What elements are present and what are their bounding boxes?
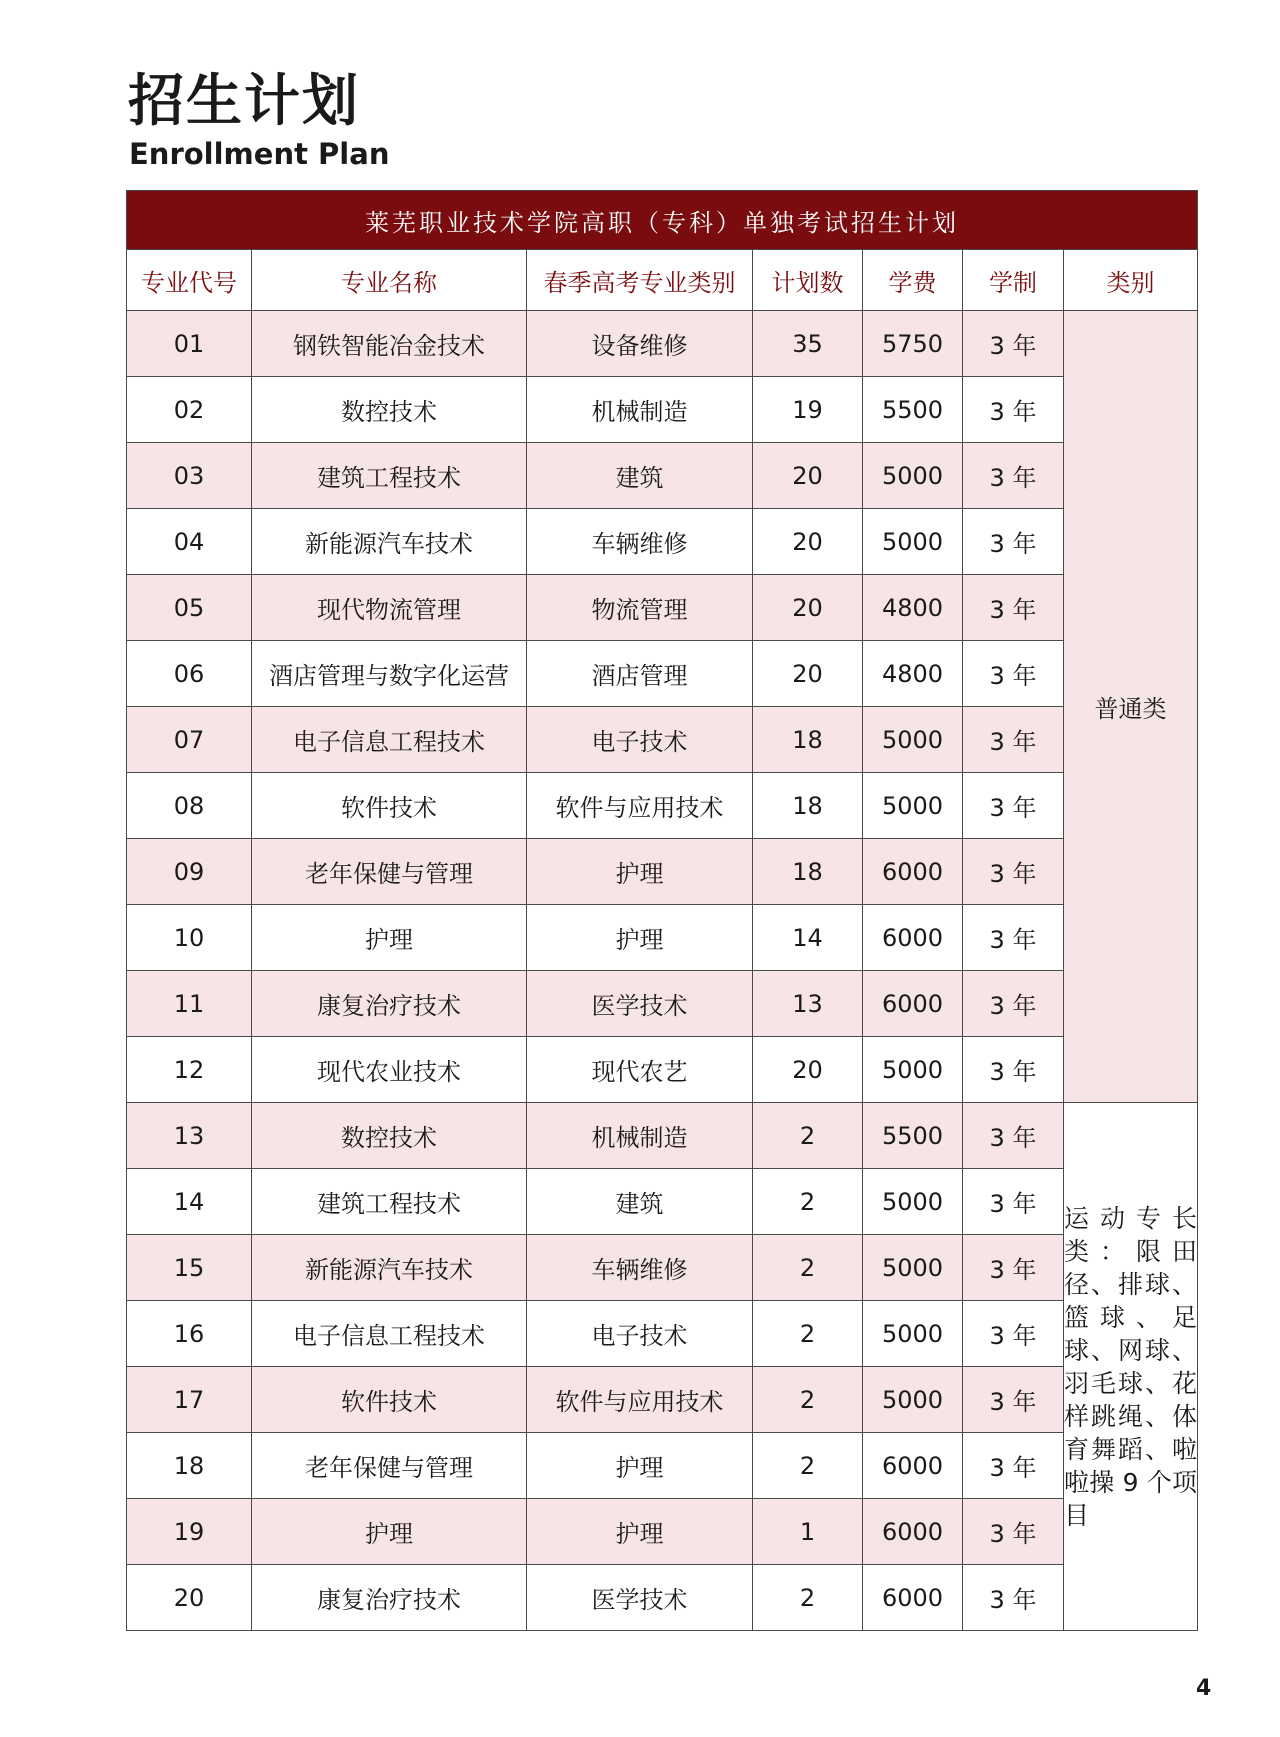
cell-major: 钢铁智能冶金技术: [252, 311, 527, 377]
cell-code: 08: [127, 773, 252, 839]
cell-duration: 3 年: [963, 707, 1064, 773]
cell-exam-category: 软件与应用技术: [527, 1367, 753, 1433]
cell-exam-category: 护理: [527, 1499, 753, 1565]
cell-tuition: 5000: [863, 443, 963, 509]
table-row: [127, 509, 1198, 575]
cell-exam-category: 建筑: [527, 443, 753, 509]
cell-plan-count: 18: [753, 839, 863, 905]
cell-major: 电子信息工程技术: [252, 707, 527, 773]
cell-tuition: 6000: [863, 1499, 963, 1565]
cell-duration: 3 年: [963, 1301, 1064, 1367]
table-row: [127, 1103, 1198, 1169]
cell-exam-category: 电子技术: [527, 1301, 753, 1367]
table-body: [127, 311, 1198, 1631]
table-row: [127, 443, 1198, 509]
cell-plan-count: 1: [753, 1499, 863, 1565]
cell-code: 19: [127, 1499, 252, 1565]
cell-code: 07: [127, 707, 252, 773]
cell-duration: 3 年: [963, 575, 1064, 641]
cell-code: 15: [127, 1235, 252, 1301]
table-row: [127, 1565, 1198, 1631]
cell-major: 康复治疗技术: [252, 1565, 527, 1631]
column-header-major: 专业名称: [252, 250, 527, 311]
cell-exam-category: 车辆维修: [527, 509, 753, 575]
cell-code: 03: [127, 443, 252, 509]
cell-tuition: 6000: [863, 1565, 963, 1631]
cell-exam-category: 护理: [527, 839, 753, 905]
table-row: [127, 773, 1198, 839]
cell-code: 06: [127, 641, 252, 707]
cell-exam-category: 电子技术: [527, 707, 753, 773]
cell-major: 护理: [252, 905, 527, 971]
cell-plan-count: 18: [753, 773, 863, 839]
cell-major: 新能源汽车技术: [252, 509, 527, 575]
cell-exam-category: 物流管理: [527, 575, 753, 641]
cell-tuition: 5000: [863, 1037, 963, 1103]
table-caption: 莱芜职业技术学院高职（专科）单独考试招生计划: [127, 191, 1198, 250]
cell-exam-category: 机械制造: [527, 1103, 753, 1169]
table-row: [127, 377, 1198, 443]
cell-exam-category: 软件与应用技术: [527, 773, 753, 839]
type-general-cell: 普通类: [1064, 311, 1198, 1103]
cell-plan-count: 2: [753, 1433, 863, 1499]
cell-duration: 3 年: [963, 773, 1064, 839]
cell-tuition: 5750: [863, 311, 963, 377]
table-row: [127, 839, 1198, 905]
cell-major: 软件技术: [252, 773, 527, 839]
cell-duration: 3 年: [963, 443, 1064, 509]
cell-code: 17: [127, 1367, 252, 1433]
cell-code: 12: [127, 1037, 252, 1103]
cell-tuition: 6000: [863, 839, 963, 905]
cell-tuition: 5500: [863, 1103, 963, 1169]
cell-major: 现代物流管理: [252, 575, 527, 641]
cell-code: 09: [127, 839, 252, 905]
cell-duration: 3 年: [963, 377, 1064, 443]
cell-duration: 3 年: [963, 641, 1064, 707]
cell-tuition: 5000: [863, 707, 963, 773]
cell-duration: 3 年: [963, 311, 1064, 377]
cell-exam-category: 医学技术: [527, 971, 753, 1037]
table-row: [127, 971, 1198, 1037]
cell-plan-count: 20: [753, 575, 863, 641]
cell-code: 14: [127, 1169, 252, 1235]
cell-tuition: 5000: [863, 1169, 963, 1235]
cell-code: 04: [127, 509, 252, 575]
cell-duration: 3 年: [963, 1169, 1064, 1235]
cell-exam-category: 现代农艺: [527, 1037, 753, 1103]
cell-plan-count: 20: [753, 443, 863, 509]
cell-plan-count: 35: [753, 311, 863, 377]
cell-duration: 3 年: [963, 1499, 1064, 1565]
cell-code: 20: [127, 1565, 252, 1631]
cell-plan-count: 2: [753, 1169, 863, 1235]
cell-tuition: 5500: [863, 377, 963, 443]
cell-duration: 3 年: [963, 509, 1064, 575]
cell-plan-count: 2: [753, 1235, 863, 1301]
cell-duration: 3 年: [963, 1367, 1064, 1433]
cell-duration: 3 年: [963, 1433, 1064, 1499]
table-row: [127, 1367, 1198, 1433]
cell-plan-count: 20: [753, 1037, 863, 1103]
cell-duration: 3 年: [963, 905, 1064, 971]
cell-plan-count: 13: [753, 971, 863, 1037]
cell-tuition: 4800: [863, 641, 963, 707]
cell-plan-count: 2: [753, 1565, 863, 1631]
cell-major: 软件技术: [252, 1367, 527, 1433]
cell-major: 老年保健与管理: [252, 1433, 527, 1499]
cell-exam-category: 设备维修: [527, 311, 753, 377]
cell-exam-category: 护理: [527, 1433, 753, 1499]
cell-major: 护理: [252, 1499, 527, 1565]
cell-major: 老年保健与管理: [252, 839, 527, 905]
cell-major: 酒店管理与数字化运营: [252, 641, 527, 707]
cell-tuition: 6000: [863, 971, 963, 1037]
cell-code: 10: [127, 905, 252, 971]
table-row: [127, 1169, 1198, 1235]
cell-exam-category: 车辆维修: [527, 1235, 753, 1301]
cell-code: 05: [127, 575, 252, 641]
column-header-exam-category: 春季高考专业类别: [527, 250, 753, 311]
cell-duration: 3 年: [963, 1565, 1064, 1631]
type-sports-cell: [1064, 1103, 1198, 1631]
cell-tuition: 5000: [863, 773, 963, 839]
page-number: 4: [1196, 1676, 1212, 1701]
cell-plan-count: 19: [753, 377, 863, 443]
cell-exam-category: 机械制造: [527, 377, 753, 443]
cell-plan-count: 2: [753, 1103, 863, 1169]
table-row: [127, 1433, 1198, 1499]
column-header-plan-count: 计划数: [753, 250, 863, 311]
cell-exam-category: 建筑: [527, 1169, 753, 1235]
cell-tuition: 5000: [863, 1367, 963, 1433]
cell-major: 建筑工程技术: [252, 443, 527, 509]
table-row: [127, 1301, 1198, 1367]
cell-tuition: 5000: [863, 1235, 963, 1301]
cell-tuition: 5000: [863, 509, 963, 575]
cell-exam-category: 医学技术: [527, 1565, 753, 1631]
table-row: [127, 1037, 1198, 1103]
cell-duration: 3 年: [963, 1103, 1064, 1169]
table-row: [127, 641, 1198, 707]
cell-exam-category: 酒店管理: [527, 641, 753, 707]
cell-code: 11: [127, 971, 252, 1037]
cell-major: 数控技术: [252, 377, 527, 443]
cell-code: 13: [127, 1103, 252, 1169]
cell-tuition: 5000: [863, 1301, 963, 1367]
column-header-duration: 学制: [963, 250, 1064, 311]
cell-code: 18: [127, 1433, 252, 1499]
enrollment-plan-table: [126, 190, 1198, 1631]
cell-plan-count: 14: [753, 905, 863, 971]
cell-major: 新能源汽车技术: [252, 1235, 527, 1301]
cell-plan-count: 18: [753, 707, 863, 773]
cell-plan-count: 20: [753, 509, 863, 575]
cell-tuition: 6000: [863, 1433, 963, 1499]
table-row: [127, 575, 1198, 641]
cell-duration: 3 年: [963, 1235, 1064, 1301]
type-sports-text: 运动专长类：限田径、排球、篮球、足球、网球、羽毛球、花样跳绳、体育舞蹈、啦啦操 9 个项目: [1064, 1203, 1197, 1530]
table-row: [127, 1499, 1198, 1565]
cell-duration: 3 年: [963, 839, 1064, 905]
cell-plan-count: 20: [753, 641, 863, 707]
cell-code: 01: [127, 311, 252, 377]
page-subtitle: Enrollment Plan: [129, 137, 390, 171]
cell-tuition: 4800: [863, 575, 963, 641]
table-row: [127, 905, 1198, 971]
column-header-code: 专业代号: [127, 250, 252, 311]
cell-major: 康复治疗技术: [252, 971, 527, 1037]
table-row: [127, 707, 1198, 773]
cell-code: 16: [127, 1301, 252, 1367]
cell-duration: 3 年: [963, 1037, 1064, 1103]
cell-duration: 3 年: [963, 971, 1064, 1037]
cell-major: 电子信息工程技术: [252, 1301, 527, 1367]
column-header-tuition: 学费: [863, 250, 963, 311]
cell-code: 02: [127, 377, 252, 443]
column-header-type: 类别: [1064, 250, 1198, 311]
table-row: [127, 311, 1198, 377]
cell-exam-category: 护理: [527, 905, 753, 971]
cell-major: 现代农业技术: [252, 1037, 527, 1103]
cell-major: 数控技术: [252, 1103, 527, 1169]
cell-tuition: 6000: [863, 905, 963, 971]
cell-major: 建筑工程技术: [252, 1169, 527, 1235]
table-row: [127, 1235, 1198, 1301]
cell-plan-count: 2: [753, 1367, 863, 1433]
cell-plan-count: 2: [753, 1301, 863, 1367]
page-title: 招生计划: [128, 69, 360, 134]
